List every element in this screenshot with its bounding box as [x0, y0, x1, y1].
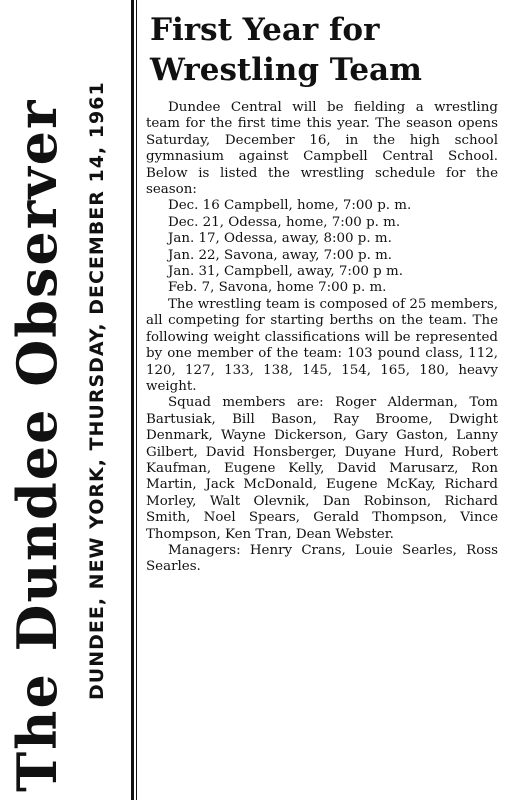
article — [146, 6, 498, 576]
schedule-list — [146, 198, 498, 296]
column-rule-thin — [136, 0, 137, 800]
managers-paragraph: Managers: Henry Crans, Louie Searles, Ross Searles. — [146, 542, 498, 575]
schedule-item: Jan. 22, Savona, away, 7:00 p. m. — [168, 247, 393, 263]
schedule-item: Feb. 7, Savona, home 7:00 p. m. — [168, 280, 387, 296]
schedule-item: Dec. 16 Campbell, home, 7:00 p. m. — [168, 198, 412, 214]
schedule-item: Dec. 21, Odessa, home, 7:00 p. m. — [168, 214, 401, 230]
article-body — [146, 100, 498, 576]
column-rule — [131, 0, 134, 800]
squad-paragraph: Squad members are: Roger Alderman, Tom Bartusiak, Bill Bason, Ray Broome, Dwight Denmark, Wayne Dickerson, Gary Gaston, Lanny Gilbert, David Honsberger, Duyane Hurd, Robert Kaufman, Eugene Kelly, David Marusarz, Ron Martin, Jack McDonald, Eugene McKay, Richard Morley, Walt Olevnik, Dan Robinson, Richard Smith, Noel Spears, Gerald Thompson, Vince Thompson, Ken Tran, Dean Webster. — [146, 395, 498, 542]
masthead-strip — [0, 0, 130, 800]
masthead-dateline: DUNDEE, NEW YORK, THURSDAY, DECEMBER 14, 1961 — [86, 81, 108, 700]
intro-paragraph: Dundee Central will be fielding a wrestling team for the first time this year. The season opens Saturday, December 16, in the high school gymnasium against Campbell Central School. Below is listed the wrestling schedule for the season: — [146, 100, 498, 198]
headline-line-2: Wrestling Team — [150, 52, 422, 88]
headline — [150, 10, 498, 90]
schedule-item: Jan. 31, Campbell, away, 7:00 p m. — [168, 264, 403, 280]
composition-paragraph: The wrestling team is composed of 25 members, all competing for starting berths on the team. The following weight classifications will be represented by one member of the team: 103 pound class, 112, 120, 127, 133, 138, 145, 154, 165, 180, heavy weight. — [146, 296, 498, 394]
schedule-item: Jan. 17, Odessa, away, 8:00 p. m. — [168, 231, 392, 247]
headline-line-1: First Year for — [150, 12, 380, 48]
masthead-title: The Dundee Observer — [5, 98, 69, 792]
